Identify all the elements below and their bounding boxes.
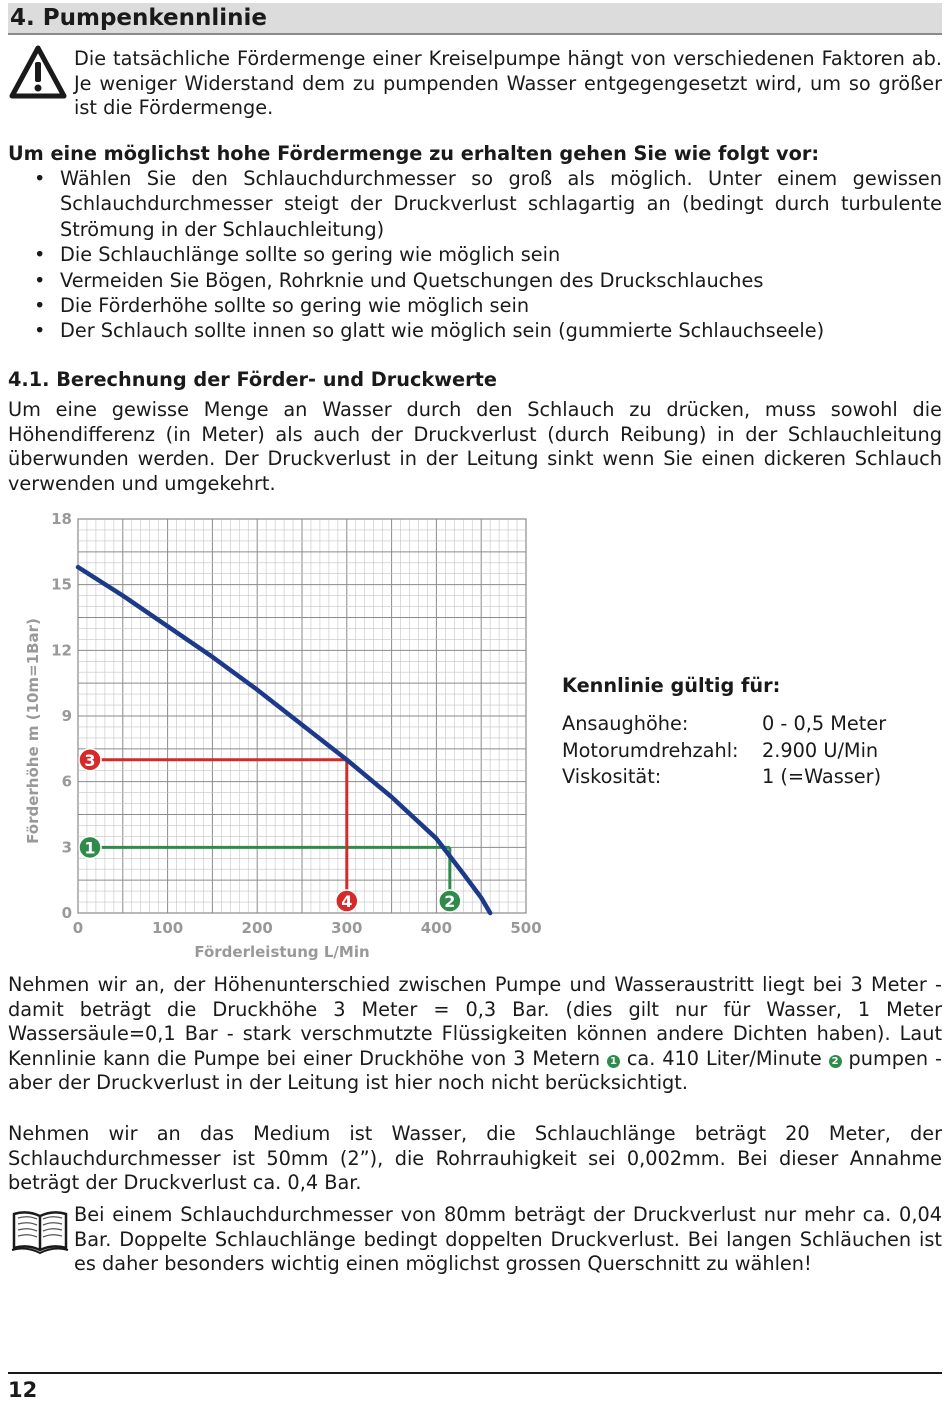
y-tick-label: 6: [61, 772, 72, 791]
annotation-badge-label: 1: [84, 838, 96, 858]
example1-text: [8, 973, 942, 1096]
example2-text: Nehmen wir an das Medium ist Wasser, die Schlauchlänge beträgt 20 Meter, der Schlauchdurchmesser ist 50mm (2”), die Rohrrauhigkeit sei 0,002mm. Bei dieser Annahme beträgt der Druckverlust ca. 0,4 Bar.: [8, 1122, 942, 1194]
spec-row: [562, 711, 942, 738]
section-heading: [8, 3, 942, 35]
list-item: • Die Förderhöhe sollte so gering wie möglich sein: [8, 293, 942, 318]
warning-icon: [8, 44, 68, 100]
x-axis-label: Förderleistung L/Min: [194, 943, 370, 961]
y-axis-label: Förderhöhe m (10m=1Bar): [24, 618, 42, 844]
y-tick-label: 9: [61, 707, 72, 725]
spec-value: 0 - 0,5 Meter: [762, 712, 887, 735]
example1-part: pumpen - aber der Druckverlust in der Leitung ist hier noch nicht berücksichtigt.: [8, 1046, 942, 1094]
section-title: 4. Pumpenkennlinie: [10, 5, 268, 31]
example1-part: ca. 410 Liter/Minute: [626, 1046, 822, 1070]
list-item: • Der Schlauch sollte innen so glatt wie möglich sein (gummierte Schlauchseele): [8, 318, 942, 343]
y-tick-label: 3: [61, 838, 72, 857]
spec-row: [562, 764, 942, 791]
spec-value: 2.900 U/Min: [762, 738, 879, 762]
subsection-title: 4.1. Berechnung der Förder- und Druckwerte: [8, 368, 497, 391]
marker-1-badge: 1: [607, 1055, 620, 1068]
x-tick-label: 200: [241, 919, 273, 937]
intro-text: Die tatsächliche Fördermenge einer Kreiselpumpe hängt von verschiedenen Faktoren ab. Je weniger Widerstand dem zu pumpenden Wasser entgegengesetzt wird, um so größer ist die Fördermenge.: [74, 47, 942, 119]
marker-2-badge: 2: [829, 1055, 842, 1068]
list-item: • Vermeiden Sie Bögen, Rohrknie und Quetschungen des Druckschlauches: [8, 268, 942, 293]
specs-title: Kennlinie gültig für:: [562, 674, 781, 697]
spec-row: [562, 738, 942, 765]
annotation-badge-label: 4: [341, 892, 353, 911]
specs-panel: [562, 673, 942, 791]
spec-key: Viskosität:: [562, 765, 662, 788]
page-number: 12: [8, 1378, 38, 1402]
x-tick-label: 400: [420, 919, 453, 937]
y-tick-label: 15: [51, 575, 72, 594]
x-tick-label: 300: [331, 919, 363, 937]
x-tick-label: 0: [72, 919, 84, 937]
tips-list: [8, 166, 942, 344]
annotation-badge-label: 3: [84, 750, 96, 770]
example1-part: Nehmen wir an, der Höhenunterschied zwischen Pumpe und Wasseraustritt liegt bei 3 Meter - damit beträgt die Druckhöhe 3 Meter = 0,3 Bar. (dies gilt nur für Wasser, 1 Meter Wassersäule=0,1 Bar - stark verschmutzte Flüssigkeiten können andere Dichten haben). Laut Kennlinie kann die Pumpe bei einer Druckhöhe von 3 Metern: [8, 973, 942, 1070]
note-text: Bei einem Schlauchdurchmesser von 80mm beträgt der Druckverlust nur mehr ca. 0,04 Bar. Doppelte Schlauchlänge bedingt doppelten Druckverlust. Bei langen Schläuchen ist es daher besonders wichtig einen möglichst grossen Querschnitt zu wählen!: [74, 1203, 942, 1275]
book-icon: [10, 1208, 70, 1256]
y-tick-label: 18: [51, 510, 72, 528]
list-item: • Wählen Sie den Schlauchdurchmesser so groß als möglich. Unter einem gewissen Schlauchdurchmesser steigt der Druckverlust schlagartig an (bedingt durch turbulente Strömung in der Schlauchleitung): [8, 166, 942, 242]
tips-heading: Um eine möglichst hohe Fördermenge zu erhalten gehen Sie wie folgt vor:: [8, 142, 820, 165]
y-tick-label: 0: [61, 904, 72, 922]
footer-divider: [8, 1372, 942, 1374]
y-tick-label: 12: [51, 641, 72, 660]
x-tick-label: 100: [151, 919, 184, 937]
subsection-text: Um eine gewisse Menge an Wasser durch den Schlauch zu drücken, muss sowohl die Höhendifferenz (in Meter) als auch der Druckverlust (durch Reibung) in der Schlauchleitung überwunden werden. Der Druckverlust in der Leitung sinkt wenn Sie einen dickeren Schlauch verwenden und umgekehrt.: [8, 398, 942, 495]
pump-curve-chart: [0, 500, 560, 970]
x-tick-label: 500: [510, 919, 542, 937]
list-item: • Die Schlauchlänge sollte so gering wie möglich sein: [8, 242, 942, 267]
annotation-badge-label: 2: [444, 892, 456, 911]
spec-key: Ansaughöhe:: [562, 712, 689, 735]
spec-key: Motorumdrehzahl:: [562, 738, 739, 762]
spec-value: 1 (=Wasser): [762, 765, 882, 788]
